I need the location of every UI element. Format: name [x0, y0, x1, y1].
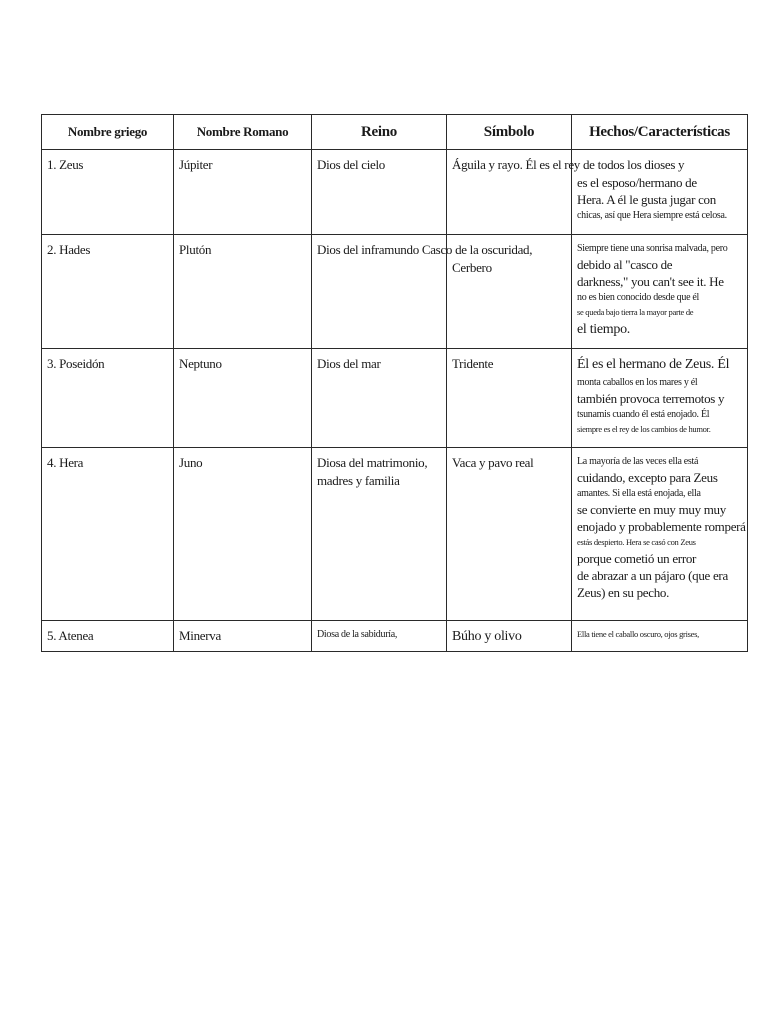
cell-symbol: Tridente: [447, 349, 572, 448]
facts-line: amantes. Si ella está enojada, ella: [577, 488, 701, 499]
cell-roman-name: Minerva: [174, 621, 312, 652]
facts-line: enojado y probablemente romperá: [577, 519, 746, 534]
facts-line: el tiempo.: [577, 322, 630, 337]
facts-line: estás despierto. Hera se casó con Zeus: [577, 537, 696, 547]
cell-facts: [572, 235, 748, 349]
cell-roman-name: Plutón: [174, 235, 312, 349]
cell-facts: [572, 621, 748, 652]
realm-text: Diosa de la sabiduría,: [317, 629, 398, 640]
facts-line: es el esposo/hermano de: [577, 175, 697, 190]
facts-line: porque cometió un error: [577, 551, 697, 566]
facts-line: La mayoría de las veces ella está: [577, 456, 699, 467]
cell-greek-name: 4. Hera: [42, 448, 174, 621]
cell-facts: [572, 349, 748, 448]
cell-realm: Dios del mar: [312, 349, 447, 448]
greek-gods-table: [41, 114, 748, 652]
facts-line: monta caballos en los mares y él: [577, 377, 698, 388]
cell-symbol: [447, 621, 572, 652]
facts-line: también provoca terremotos y: [577, 391, 725, 406]
cell-greek-name: 5. Atenea: [42, 621, 174, 652]
symbol-text: Águila y rayo. Él es el rey de todos los dioses y: [452, 157, 685, 172]
realm-line: madres y familia: [317, 473, 400, 488]
facts-line: chicas, así que Hera siempre está celosa.: [577, 210, 727, 221]
table-row: [42, 621, 748, 652]
facts-line: Zeus) en su pecho.: [577, 585, 670, 600]
table-row: [42, 448, 748, 621]
facts-line: darkness," you can't see it. He: [577, 274, 724, 289]
header-roman-name: Nombre Romano: [174, 115, 312, 150]
cell-greek-name: 1. Zeus: [42, 150, 174, 235]
table-header-row: [42, 115, 748, 150]
cell-symbol: Vaca y pavo real: [447, 448, 572, 621]
symbol-text: Búho y olivo: [452, 629, 522, 644]
table-row: [42, 235, 748, 349]
cell-greek-name: 2. Hades: [42, 235, 174, 349]
cell-greek-name: 3. Poseidón: [42, 349, 174, 448]
cell-realm: Dios del cielo: [312, 150, 447, 235]
header-greek-name: Nombre griego: [42, 115, 174, 150]
header-symbol: Símbolo: [447, 115, 572, 150]
cell-facts: [572, 448, 748, 621]
facts-line: Él es el hermano de Zeus. Él: [577, 357, 730, 372]
cell-roman-name: Júpiter: [174, 150, 312, 235]
cell-realm: [312, 621, 447, 652]
facts-line: Ella tiene el caballo oscuro, ojos grises,: [577, 629, 699, 639]
symbol-text: Cerbero: [452, 260, 492, 275]
facts-line: de abrazar a un pájaro (que era: [577, 568, 728, 583]
realm-line: Diosa del matrimonio,: [317, 455, 428, 470]
realm-text: Dios del inframundo Casco de la oscuridad,: [317, 242, 533, 257]
table-row: [42, 349, 748, 448]
facts-line: siempre es el rey de los cambios de humor.: [577, 424, 711, 434]
facts-line: Siempre tiene una sonrisa malvada, pero: [577, 243, 728, 254]
facts-line: tsunamis cuando él está enojado. Él: [577, 409, 710, 420]
facts-line: debido al "casco de: [577, 257, 673, 272]
facts-line: no es bien conocido desde que él: [577, 292, 700, 303]
header-realm: Reino: [312, 115, 447, 150]
cell-roman-name: Juno: [174, 448, 312, 621]
table-row: [42, 150, 748, 235]
facts-line: se convierte en muy muy muy: [577, 502, 726, 517]
header-facts: Hechos/Características: [572, 115, 748, 150]
cell-roman-name: Neptuno: [174, 349, 312, 448]
facts-line: cuidando, excepto para Zeus: [577, 470, 718, 485]
facts-line: Hera. A él le gusta jugar con: [577, 192, 716, 207]
cell-realm: [312, 448, 447, 621]
facts-line: se queda bajo tierra la mayor parte de: [577, 307, 694, 317]
